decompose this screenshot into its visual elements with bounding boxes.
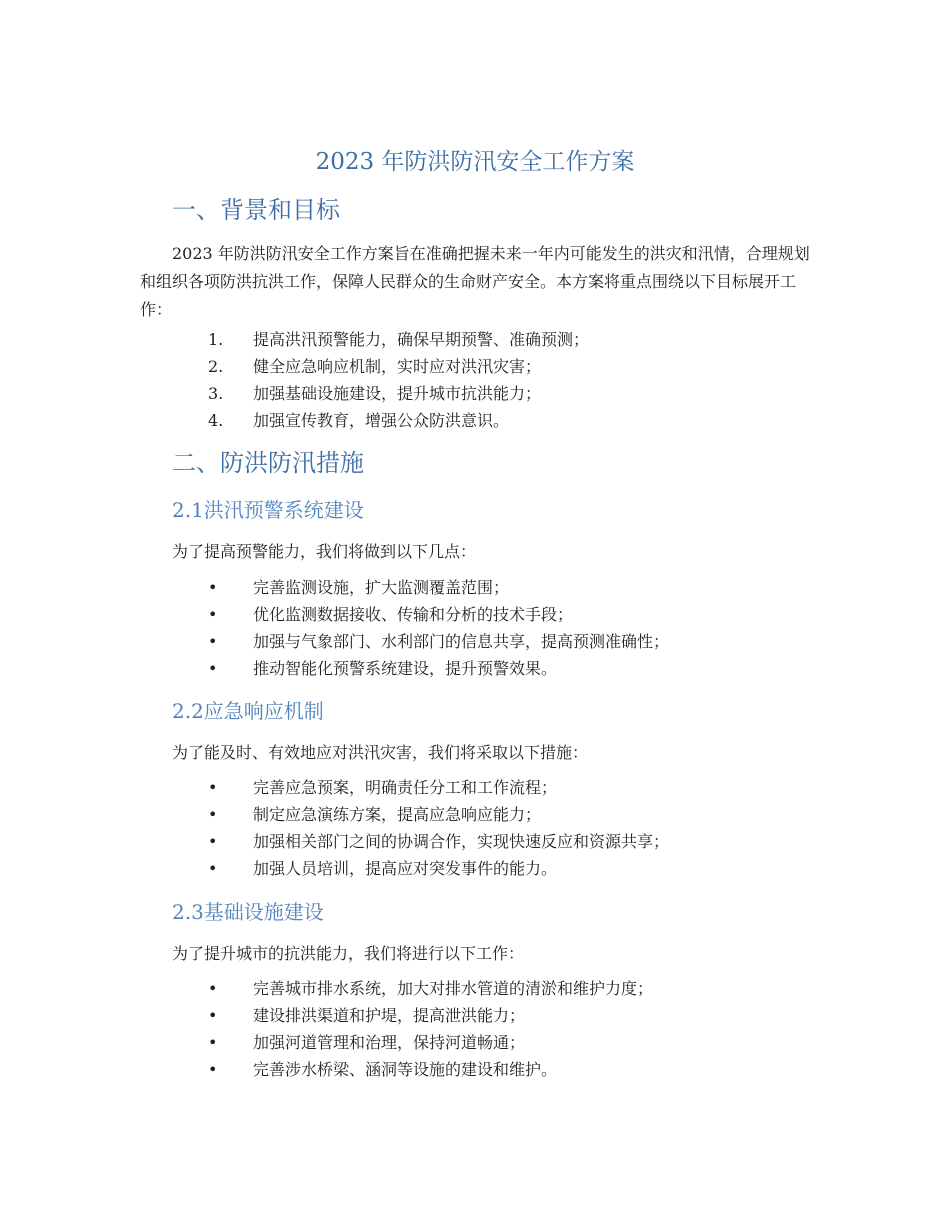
- bullet-marker: •: [208, 979, 218, 998]
- list-item-text: 建设排洪渠道和护堤，提高泄洪能力；: [253, 1006, 526, 1025]
- list-marker: 4.: [208, 411, 224, 430]
- bullet-marker: •: [208, 1033, 218, 1052]
- subsection-2-1-heading: 2.1洪汛预警系统建设: [172, 498, 364, 522]
- list-item-text: 加强相关部门之间的协调合作，实现快速反应和资源共享；: [253, 832, 670, 851]
- section2-heading: 二、防洪防汛措施: [172, 449, 364, 477]
- subsection-2-3-heading: 2.3基础设施建设: [172, 900, 324, 924]
- bullet-marker: •: [208, 632, 218, 651]
- list-item-text: 加强与气象部门、水利部门的信息共享，提高预测准确性；: [253, 632, 670, 651]
- subsection-2-1-intro: 为了提高预警能力，我们将做到以下几点：: [172, 542, 477, 561]
- bullet-marker: •: [208, 1006, 218, 1025]
- list-item-text: 完善应急预案，明确责任分工和工作流程；: [253, 778, 558, 797]
- list-item-text: 加强河道管理和治理，保持河道畅通；: [253, 1033, 526, 1052]
- subsection-2-2-heading: 2.2应急响应机制: [172, 699, 324, 723]
- list-item-text: 完善城市排水系统，加大对排水管道的清淤和维护力度；: [253, 979, 654, 998]
- list-item-text: 加强基础设施建设，提升城市抗洪能力；: [253, 384, 542, 403]
- bullet-marker: •: [208, 578, 218, 597]
- bullet-marker: •: [208, 605, 218, 624]
- list-item-text: 制定应急演练方案，提高应急响应能力；: [253, 805, 542, 824]
- section1-paragraph: 2023 年防洪防汛安全工作方案旨在准确把握未来一年内可能发生的洪灾和汛情，合理规划和组织各项防洪抗洪工作，保障人民群众的生命财产安全。本方案将重点围绕以下目标展开工作：: [140, 244, 810, 319]
- list-item-text: 加强人员培训，提高应对突发事件的能力。: [253, 859, 558, 878]
- bullet-marker: •: [208, 832, 218, 851]
- list-item-text: 健全应急响应机制，实时应对洪汛灾害；: [253, 357, 542, 376]
- list-marker: 3.: [208, 384, 224, 403]
- list-item-text: 推动智能化预警系统建设，提升预警效果。: [253, 659, 558, 678]
- bullet-marker: •: [208, 1060, 218, 1079]
- document-title: 2023 年防洪防汛安全工作方案: [315, 149, 635, 175]
- subsection-2-2-intro: 为了能及时、有效地应对洪汛灾害，我们将采取以下措施：: [172, 743, 589, 762]
- bullet-marker: •: [208, 859, 218, 878]
- list-marker: 1.: [208, 330, 224, 349]
- bullet-marker: •: [208, 659, 218, 678]
- subsection-2-3-intro: 为了提升城市的抗洪能力，我们将进行以下工作：: [172, 944, 525, 963]
- bullet-marker: •: [208, 805, 218, 824]
- list-item-text: 完善涉水桥梁、涵洞等设施的建设和维护。: [253, 1060, 558, 1079]
- section1-heading: 一、背景和目标: [172, 196, 340, 224]
- bullet-marker: •: [208, 778, 218, 797]
- list-marker: 2.: [208, 357, 224, 376]
- list-item-text: 完善监测设施，扩大监测覆盖范围；: [253, 578, 510, 597]
- list-item-text: 优化监测数据接收、传输和分析的技术手段；: [253, 605, 574, 624]
- list-item-text: 提高洪汛预警能力，确保早期预警、准确预测；: [253, 330, 590, 349]
- list-item-text: 加强宣传教育，增强公众防洪意识。: [253, 411, 510, 430]
